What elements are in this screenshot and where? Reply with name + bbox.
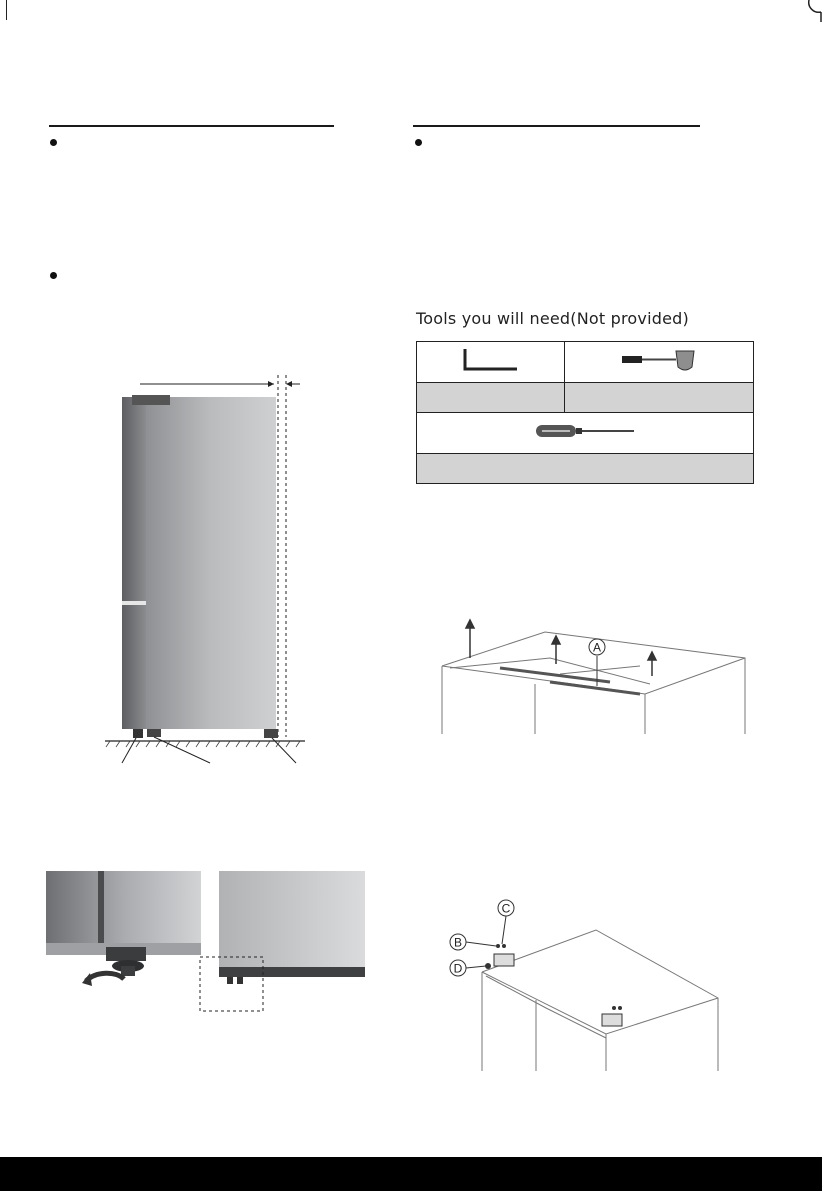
tools-heading: Tools you will need(Not provided) [416, 309, 689, 328]
cabinet-bottom-photo [199, 871, 365, 1013]
hinge-figure [446, 896, 726, 1076]
page-footer-band [0, 1157, 822, 1191]
label-b: B [453, 935, 463, 950]
screwdriver-icon [530, 421, 640, 441]
label-a: A [592, 640, 602, 655]
tool-cell-allen-key [417, 342, 565, 383]
allen-key-icon [455, 345, 525, 375]
tool-label-screwdriver [417, 454, 754, 484]
tools-table [416, 341, 754, 484]
top-cover-figure [440, 616, 760, 734]
left-bullet-2 [50, 272, 57, 279]
crop-mark-top-right [808, 0, 822, 22]
label-c: C [501, 901, 511, 916]
crop-mark-top-left [0, 0, 7, 20]
tool-cell-screwdriver [417, 413, 754, 454]
right-bullet-1 [415, 139, 422, 146]
right-section-rule [413, 125, 700, 127]
tool-label-allen-key [417, 383, 565, 413]
fridge-side-figure [100, 375, 320, 765]
label-d: D [453, 961, 463, 976]
tool-cell-socket-wrench [564, 342, 753, 383]
tool-label-socket-wrench [564, 383, 753, 413]
leveling-foot-photo [46, 871, 201, 996]
left-section-rule [49, 125, 334, 127]
socket-wrench-icon [614, 345, 704, 375]
left-bullet-1 [50, 139, 57, 146]
